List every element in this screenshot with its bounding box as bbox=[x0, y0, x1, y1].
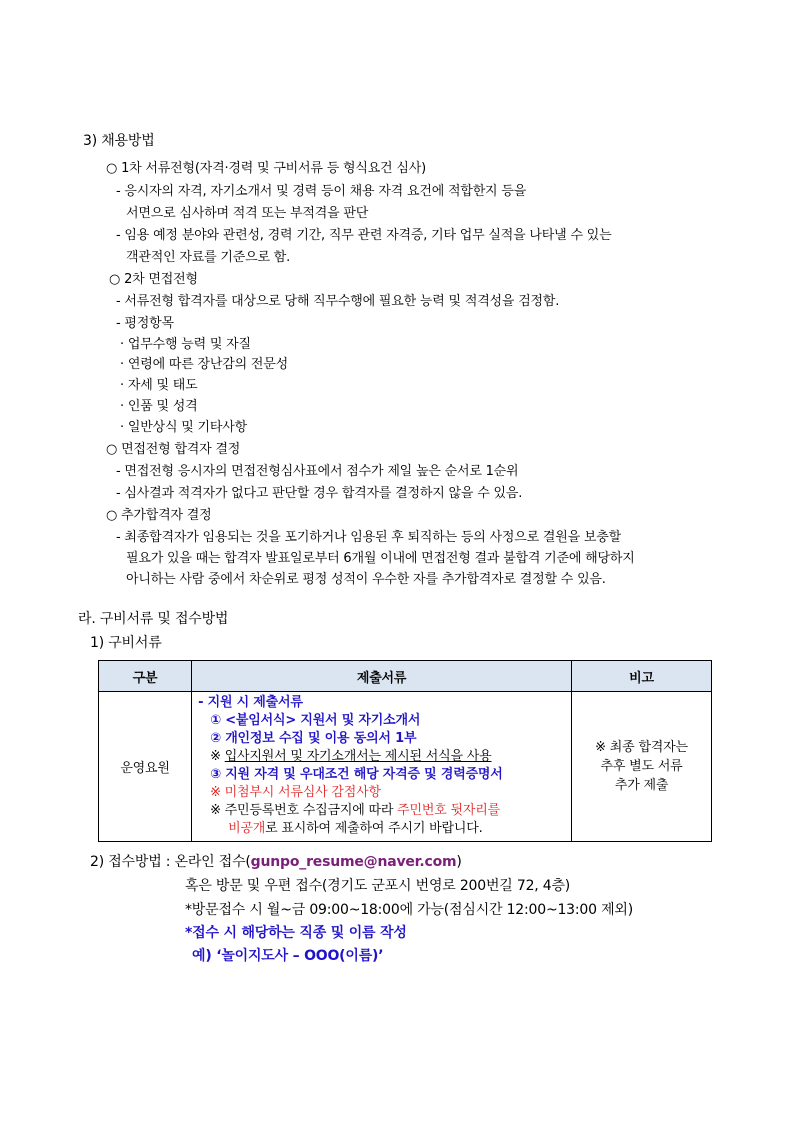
docs-line: ③ 지원 자격 및 우대조건 해당 자격증 및 경력증명서 bbox=[210, 767, 503, 782]
extra-item: - 최종합격자가 임용되는 것을 포기하거나 임용된 후 퇴직하는 등의 사정으로 결원을 보충할 bbox=[116, 530, 621, 545]
section-d-heading: 라. 구비서류 및 접수방법 bbox=[78, 611, 229, 627]
submission-notice: *접수 시 해당하는 직종 및 이름 작성 bbox=[185, 925, 407, 941]
docs-text: 로 표시하여 제출하여 주시기 바랍니다. bbox=[265, 821, 483, 836]
decision-item: - 면접전형 응시자의 면접전형심사표에서 점수가 제일 높은 순서로 1순위 bbox=[116, 464, 519, 479]
step1-title: ○ 1차 서류전형(자격·경력 및 구비서류 등 형식요건 심사) bbox=[106, 161, 426, 176]
step2-title: ○ 2차 면접전형 bbox=[109, 272, 198, 287]
submission-method bbox=[90, 854, 462, 871]
documents-table bbox=[98, 660, 712, 842]
note-line: 추후 별도 서류 bbox=[600, 759, 683, 774]
section-heading: 3) 채용방법 bbox=[83, 133, 155, 149]
docs-line bbox=[198, 820, 565, 838]
header-documents: 제출서류 bbox=[192, 661, 572, 692]
extra-title: ○ 추가합격자 결정 bbox=[106, 508, 212, 523]
criteria-item: · 연령에 따른 장난감의 전문성 bbox=[120, 357, 288, 372]
step2-item: - 평정항목 bbox=[116, 316, 174, 331]
docs-line bbox=[198, 748, 565, 766]
extra-item: 필요가 있을 때는 합격자 발표일로부터 6개월 이내에 면접전형 결과 불합격 기준에 해당하지 bbox=[126, 551, 635, 566]
note-line: ※ 최종 합격자는 bbox=[595, 740, 688, 755]
table-header-row bbox=[99, 661, 712, 692]
decision-item: - 심사결과 적격자가 없다고 판단할 경우 합격자를 결정하지 않을 수 있음. bbox=[116, 486, 523, 501]
criteria-item: · 인품 및 성격 bbox=[120, 399, 198, 414]
criteria-item: · 업무수행 능력 및 자질 bbox=[120, 337, 251, 352]
table-row bbox=[99, 692, 712, 842]
header-category: 구분 bbox=[99, 661, 192, 692]
docs-red-text: 비공개 bbox=[228, 821, 266, 836]
criteria-item: · 자세 및 태도 bbox=[120, 378, 198, 393]
note-line: 추가 제출 bbox=[614, 778, 669, 793]
docs-text: ※ 주민등록번호 수집금지에 따라 bbox=[210, 803, 398, 818]
docs-red-text: 주민번호 뒷자리를 bbox=[397, 803, 500, 818]
step1-item: - 임용 예정 분야와 관련성, 경력 기간, 직무 관련 자격증, 기타 업무 실적을 나타낼 수 있는 bbox=[116, 228, 612, 243]
extra-item: 아니하는 사람 중에서 차순위로 평정 성적이 우수한 자를 추가합격자로 결정할 수 있음. bbox=[126, 572, 606, 587]
docs-line: ① <붙임서식> 지원서 및 자기소개서 bbox=[210, 713, 421, 728]
docs-line bbox=[198, 802, 565, 820]
header-note: 비고 bbox=[572, 661, 712, 692]
documents-cell bbox=[192, 692, 572, 842]
docs-line: ② 개인정보 수집 및 이용 동의서 1부 bbox=[210, 731, 417, 746]
note-cell bbox=[572, 692, 712, 842]
criteria-item: · 일반상식 및 기타사항 bbox=[120, 420, 247, 435]
submission-example: 예) ‘놀이지도사 – OOO(이름)’ bbox=[192, 948, 384, 964]
step1-item: - 응시자의 자격, 자기소개서 및 경력 등이 채용 자격 요건에 적합한지 등을 bbox=[116, 184, 527, 199]
visit-info: 혹은 방문 및 우편 접수(경기도 군포시 번영로 200번길 72, 4층) bbox=[185, 878, 571, 894]
docs-underlined: 입사지원서 및 자기소개서는 제시된 서식을 사용 bbox=[224, 749, 492, 764]
submission-close: ) bbox=[456, 854, 462, 870]
submission-label: 2) 접수방법 : 온라인 접수( bbox=[90, 854, 251, 870]
docs-line: ※ 미첨부시 서류심사 감점사항 bbox=[210, 785, 381, 800]
email-link[interactable]: gunpo_resume@naver.com bbox=[250, 854, 457, 870]
step2-item: - 서류전형 합격자를 대상으로 당해 직무수행에 필요한 능력 및 적격성을 검정함. bbox=[116, 294, 560, 309]
decision-title: ○ 면접전형 합격자 결정 bbox=[106, 442, 241, 457]
documents-subheading: 1) 구비서류 bbox=[90, 635, 162, 651]
visit-hours: *방문접수 시 월~금 09:00~18:00에 가능(점심시간 12:00~13:00 제외) bbox=[185, 902, 633, 918]
step1-item: 서면으로 심사하며 적격 또는 부적격을 판단 bbox=[126, 206, 369, 221]
category-cell: 운영요원 bbox=[99, 692, 192, 842]
docs-mark: ※ bbox=[210, 749, 225, 764]
step1-item: 객관적인 자료를 기준으로 함. bbox=[126, 250, 291, 265]
docs-line: - 지원 시 제출서류 bbox=[198, 695, 303, 710]
